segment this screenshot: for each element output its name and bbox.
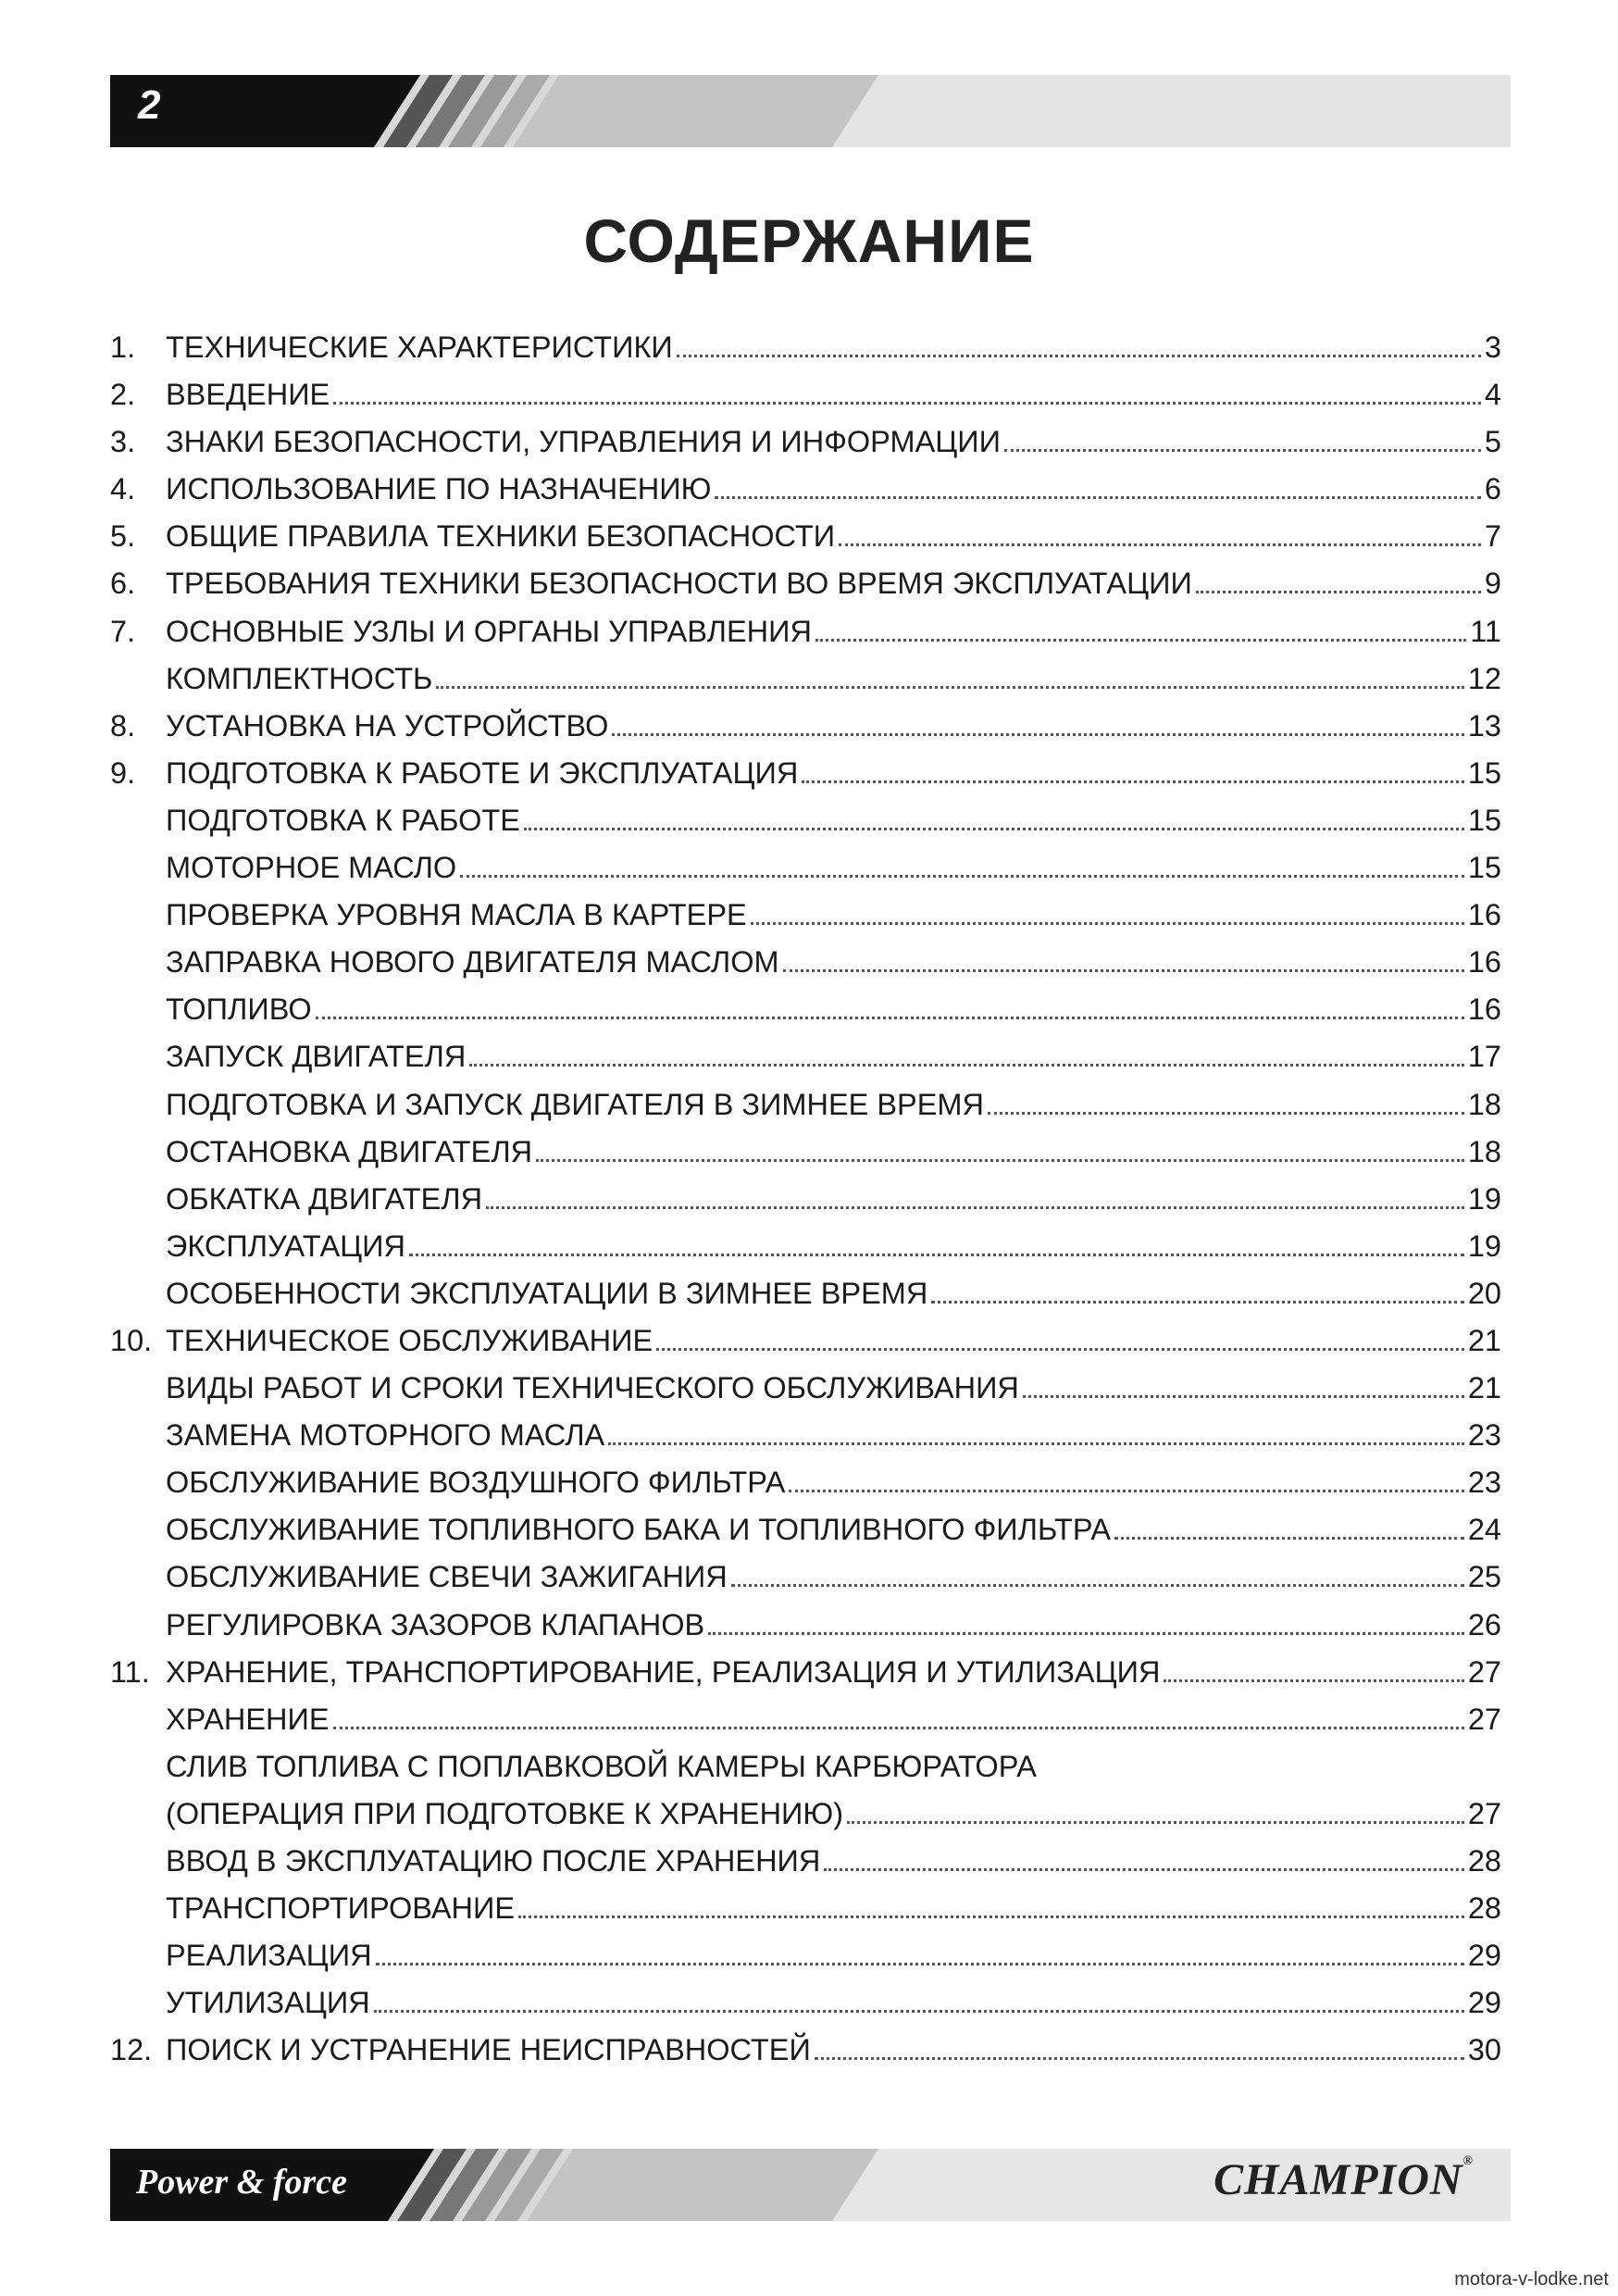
- toc-entry-label: ЗАМЕНА МОТОРНОГО МАСЛА: [166, 1418, 605, 1453]
- toc-entry: [110, 1698, 1501, 1745]
- toc-entry-label: ПОДГОТОВКА К РАБОТЕ: [166, 803, 520, 837]
- toc-dot-leader: [608, 1441, 1464, 1445]
- toc-entry-label: ВИДЫ РАБОТ И СРОКИ ТЕХНИЧЕСКОГО ОБСЛУЖИВАНИЯ: [166, 1371, 1019, 1405]
- toc-entry-label: ОСОБЕННОСТИ ЭКСПЛУАТАЦИИ В ЗИМНЕЕ ВРЕМЯ: [166, 1276, 928, 1310]
- toc-entry: [110, 515, 1501, 562]
- toc-entry-label: ОСНОВНЫЕ УЗЛЫ И ОРГАНЫ УПРАВЛЕНИЯ: [166, 614, 812, 648]
- toc-dot-leader: [1164, 1678, 1463, 1682]
- toc-entry-page: 15: [1467, 803, 1501, 837]
- toc-dot-leader: [783, 968, 1464, 972]
- toc-entry: [110, 1887, 1501, 1934]
- toc-entry-label: ЭКСПЛУАТАЦИЯ: [166, 1229, 406, 1263]
- toc-entry-page: 27: [1467, 1702, 1501, 1736]
- toc-entry-page: 25: [1467, 1560, 1501, 1594]
- toc-dot-leader: [486, 1205, 1464, 1209]
- toc-entry: [110, 326, 1501, 373]
- toc-entry: [110, 1225, 1501, 1272]
- toc-entry-label: ТРАНСПОРТИРОВАНИЕ: [166, 1891, 516, 1926]
- toc-entry-page: 28: [1467, 1891, 1501, 1926]
- toc-entry-page: 18: [1467, 1134, 1501, 1168]
- toc-entry-page: 5: [1484, 425, 1501, 459]
- toc-entry-number: 8.: [110, 708, 136, 742]
- toc-dot-leader: [518, 1915, 1464, 1918]
- toc-entry: [110, 705, 1501, 752]
- toc-entry: [110, 2028, 1501, 2076]
- toc-entry-label: ОБКАТКА ДВИГАТЕЛЯ: [166, 1181, 483, 1216]
- toc-entry-label: УТИЛИЗАЦИЯ: [166, 1986, 370, 2020]
- toc-entry: [110, 610, 1501, 657]
- toc-entry-label: ХРАНЕНИЕ: [166, 1702, 330, 1736]
- toc-entry-label: ПОДГОТОВКА И ЗАПУСК ДВИГАТЕЛЯ В ЗИМНЕЕ ВРЕМЯ: [166, 1087, 984, 1121]
- toc-entry-page: 15: [1467, 851, 1501, 885]
- toc-entry-page: 27: [1467, 1654, 1501, 1689]
- toc-entry-label: КОМПЛЕКТНОСТЬ: [166, 661, 433, 695]
- toc-entry-label: ОБСЛУЖИВАНИЕ СВЕЧИ ЗАЖИГАНИЯ: [166, 1560, 728, 1594]
- toc-dot-leader: [409, 1253, 1464, 1256]
- toc-entry-page: 12: [1467, 661, 1501, 695]
- toc-dot-leader: [847, 1820, 1464, 1824]
- toc-entry-page: 23: [1467, 1418, 1501, 1453]
- champion-logo: CHAMPION®: [1214, 2154, 1474, 2204]
- source-watermark: motora-v-lodke.net: [1454, 2269, 1609, 2290]
- toc-dot-leader: [460, 874, 1464, 878]
- toc-dot-leader: [376, 1962, 1464, 1965]
- toc-entry-label: СЛИВ ТОПЛИВА С ПОПЛАВКОВОЙ КАМЕРЫ КАРБЮРАТОРА: [166, 1749, 1037, 1783]
- toc-entry-label: ТОПЛИВО: [166, 992, 312, 1027]
- toc-entry-number: 4.: [110, 472, 136, 506]
- toc-entry-label: ПОДГОТОВКА К РАБОТЕ И ЭКСПЛУАТАЦИЯ: [166, 755, 799, 790]
- toc-entry-label: ПРОВЕРКА УРОВНЯ МАСЛА В КАРТЕРЕ: [166, 898, 747, 932]
- toc-entry: [110, 1934, 1501, 1981]
- toc-entry: [110, 1366, 1501, 1414]
- toc-entry-label: ОБЩИЕ ПРАВИЛА ТЕХНИКИ БЕЗОПАСНОСТИ: [166, 519, 836, 554]
- toc-dot-leader: [1023, 1394, 1464, 1398]
- toc-dot-leader: [789, 1489, 1463, 1492]
- toc-entry-label: ОБСЛУЖИВАНИЕ ТОПЛИВНОГО БАКА И ТОПЛИВНОГО ФИЛЬТРА: [166, 1513, 1112, 1547]
- page-number: 2: [138, 82, 161, 128]
- toc-dot-leader: [436, 685, 1463, 689]
- toc-entry-page: 16: [1467, 898, 1501, 932]
- toc-dot-leader: [677, 354, 1481, 357]
- toc-entry: [110, 1272, 1501, 1319]
- toc-entry: [110, 1981, 1501, 2028]
- toc-entry-page: 16: [1467, 945, 1501, 980]
- toc-dot-leader: [988, 1111, 1464, 1115]
- toc-entry-page: 3: [1484, 331, 1501, 364]
- toc-entry: [110, 657, 1501, 705]
- toc-dot-leader: [802, 780, 1464, 783]
- toc-dot-leader: [333, 1726, 1464, 1729]
- toc-entry: [110, 988, 1501, 1035]
- toc-entry-page: 19: [1467, 1229, 1501, 1263]
- toc-dot-leader: [815, 2056, 1464, 2060]
- toc-entry-label: ТЕХНИЧЕСКОЕ ОБСЛУЖИВАНИЕ: [166, 1323, 653, 1357]
- toc-dot-leader: [612, 732, 1464, 736]
- toc-entry-page: 19: [1467, 1181, 1501, 1216]
- toc-entry-page: 24: [1467, 1513, 1501, 1547]
- toc-entry: [110, 373, 1501, 420]
- toc-entry-label: ИСПОЛЬЗОВАНИЕ ПО НАЗНАЧЕНИЮ: [166, 472, 712, 506]
- toc-entry: [110, 752, 1501, 799]
- toc-entry-page: 21: [1467, 1371, 1501, 1405]
- toc-entry-label: ХРАНЕНИЕ, ТРАНСПОРТИРОВАНИЕ, РЕАЛИЗАЦИЯ И УТИЛИЗАЦИЯ: [166, 1654, 1161, 1689]
- footer-band: [110, 2149, 1511, 2221]
- toc-entry-page: 15: [1467, 755, 1501, 790]
- toc-entry: [110, 1651, 1501, 1698]
- toc-entry-label: ОБСЛУЖИВАНИЕ ВОЗДУШНОГО ФИЛЬТРА: [166, 1466, 786, 1500]
- toc-entry-number: 5.: [110, 519, 136, 554]
- header-band: [110, 75, 1511, 147]
- toc-entry-label: ЗАПРАВКА НОВОГО ДВИГАТЕЛЯ МАСЛОМ: [166, 945, 779, 980]
- toc-entry-number: 6.: [110, 567, 136, 601]
- toc-dot-leader: [824, 1867, 1463, 1871]
- toc-dot-leader: [469, 1063, 1464, 1067]
- toc-entry: [110, 1319, 1501, 1366]
- toc-dot-leader: [374, 2009, 1464, 2013]
- toc-entry: [110, 846, 1501, 893]
- slogan-text: Power & force: [136, 2163, 347, 2202]
- toc-dot-leader: [1114, 1536, 1464, 1540]
- toc-entry-label: ВВОД В ЭКСПЛУАТАЦИЮ ПОСЛЕ ХРАНЕНИЯ: [166, 1844, 821, 1878]
- table-of-contents: [110, 326, 1501, 2076]
- toc-entry-label: УСТАНОВКА НА УСТРОЙСТВО: [166, 708, 609, 742]
- toc-entry-label: ВВЕДЕНИЕ: [166, 378, 330, 412]
- toc-entry-number: 7.: [110, 614, 136, 648]
- toc-entry: [110, 1083, 1501, 1130]
- toc-entry-page: 20: [1467, 1276, 1501, 1310]
- toc-entry: [110, 562, 1501, 609]
- toc-entry-label: ТЕХНИЧЕСКИЕ ХАРАКТЕРИСТИКИ: [166, 331, 673, 364]
- toc-entry-page: 16: [1467, 992, 1501, 1027]
- toc-entry-number: 2.: [110, 378, 136, 412]
- toc-entry-page: 23: [1467, 1466, 1501, 1500]
- toc-entry-number: 1.: [110, 331, 136, 364]
- toc-entry: [110, 1840, 1501, 1887]
- toc-entry-number: 12.: [110, 2033, 153, 2067]
- toc-entry-page: 28: [1467, 1844, 1501, 1878]
- toc-entry-page: 26: [1467, 1607, 1501, 1641]
- toc-entry-label: МОТОРНОЕ МАСЛО: [166, 851, 457, 885]
- toc-entry-label: ОСТАНОВКА ДВИГАТЕЛЯ: [166, 1134, 533, 1168]
- toc-dot-leader: [524, 827, 1464, 830]
- toc-entry-page: 17: [1467, 1040, 1501, 1074]
- header-band-graphic: [110, 75, 1511, 147]
- toc-entry-page: 18: [1467, 1087, 1501, 1121]
- page-title: СОДЕРЖАНИЕ: [583, 206, 1035, 275]
- toc-entry-page: 27: [1467, 1796, 1501, 1830]
- toc-entry-label: ТРЕБОВАНИЯ ТЕХНИКИ БЕЗОПАСНОСТИ ВО ВРЕМЯ ЭКСПЛУАТАЦИИ: [166, 567, 1192, 601]
- toc-dot-leader: [333, 401, 1481, 405]
- toc-entry: [110, 1035, 1501, 1082]
- toc-dot-leader: [751, 921, 1464, 925]
- toc-dot-leader: [815, 638, 1466, 642]
- toc-entry-number: 3.: [110, 425, 136, 459]
- toc-entry: [110, 1508, 1501, 1555]
- toc-entry: [110, 799, 1501, 846]
- toc-entry: [110, 468, 1501, 515]
- toc-entry: [110, 1555, 1501, 1603]
- toc-entry-label: РЕАЛИЗАЦИЯ: [166, 1939, 372, 1973]
- toc-entry-page: 21: [1467, 1323, 1501, 1357]
- toc-entry-label: ЗАПУСК ДВИГАТЕЛЯ: [166, 1040, 467, 1074]
- toc-dot-leader: [656, 1347, 1464, 1351]
- toc-entry: [110, 941, 1501, 988]
- toc-entry: [110, 893, 1501, 941]
- toc-entry-number: 9.: [110, 755, 136, 790]
- toc-dot-leader: [1004, 448, 1481, 452]
- toc-dot-leader: [316, 1016, 1464, 1019]
- toc-entry-page: 13: [1467, 708, 1501, 742]
- toc-entry-page: 30: [1467, 2033, 1501, 2067]
- toc-dot-leader: [715, 495, 1480, 499]
- toc-dot-leader: [931, 1300, 1464, 1304]
- toc-entry: [110, 1461, 1501, 1508]
- toc-dot-leader: [731, 1583, 1464, 1587]
- toc-entry-page: 6: [1484, 472, 1501, 506]
- toc-entry-number: 10.: [110, 1323, 153, 1357]
- toc-entry: [110, 420, 1501, 468]
- toc-entry: [110, 1414, 1501, 1461]
- toc-entry-page: 11: [1470, 614, 1501, 648]
- toc-entry-page: 29: [1467, 1986, 1501, 2020]
- toc-dot-leader: [1196, 590, 1481, 593]
- toc-dot-leader: [839, 543, 1481, 546]
- toc-entry-label: РЕГУЛИРОВКА ЗАЗОРОВ КЛАПАНОВ: [166, 1607, 705, 1641]
- toc-entry-number: 11.: [110, 1654, 150, 1689]
- toc-entry: [110, 1603, 1501, 1651]
- toc-entry-page: 9: [1484, 567, 1501, 601]
- toc-dot-leader: [536, 1158, 1464, 1162]
- toc-entry-page: 7: [1484, 519, 1501, 554]
- toc-entry-label: ЗНАКИ БЕЗОПАСНОСТИ, УПРАВЛЕНИЯ И ИНФОРМАЦИИ: [166, 425, 1002, 459]
- toc-entry-page: 4: [1484, 378, 1501, 412]
- toc-entry-label: ПОИСК И УСТРАНЕНИЕ НЕИСПРАВНОСТЕЙ: [166, 2033, 811, 2067]
- toc-dot-leader: [708, 1631, 1464, 1635]
- toc-entry: [110, 1745, 1501, 1792]
- toc-entry: [110, 1792, 1501, 1840]
- toc-entry-page: 29: [1467, 1939, 1501, 1973]
- toc-entry-label: (ОПЕРАЦИЯ ПРИ ПОДГОТОВКЕ К ХРАНЕНИЮ): [166, 1796, 844, 1830]
- toc-entry: [110, 1130, 1501, 1178]
- toc-entry: [110, 1178, 1501, 1225]
